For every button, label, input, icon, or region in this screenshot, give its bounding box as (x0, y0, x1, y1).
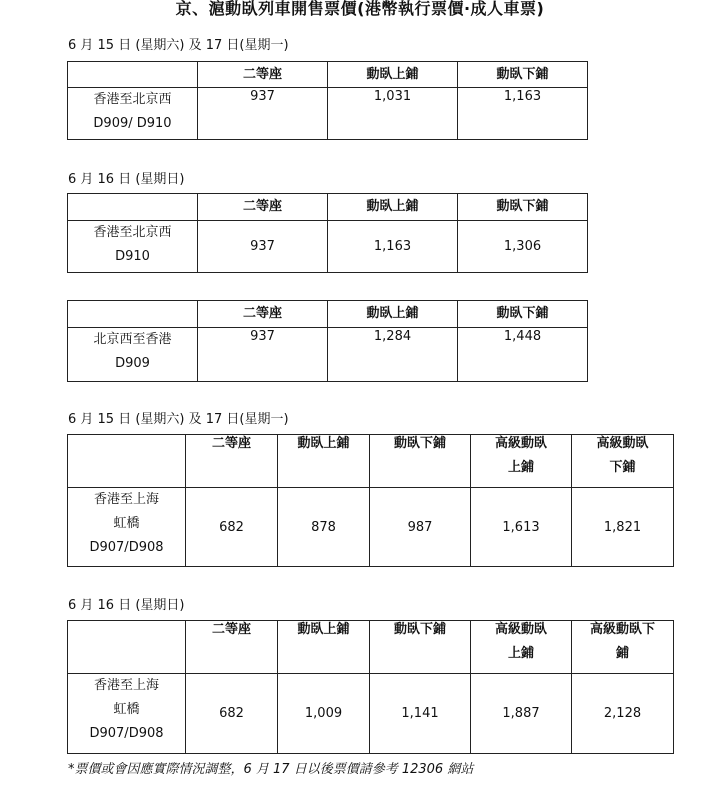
column-header: 動臥下鋪 (458, 194, 588, 221)
column-header: 二等座 (198, 62, 328, 88)
section-heading-1: 6 月 15 日 (星期六) 及 17 日(星期一) (68, 38, 289, 53)
page-title: 京、滬動臥列車開售票價(港幣執行票價·成人車票) (175, 0, 545, 18)
price-cell: 937 (198, 221, 328, 273)
route-name-line-2: 虹橋 (113, 702, 140, 717)
header-blank (68, 621, 186, 674)
train-number: D907/D908 (89, 726, 164, 741)
section-heading-4: 6 月 16 日 (星期日) (68, 598, 185, 613)
fare-table-4 (67, 434, 674, 567)
price-cell: 987 (370, 488, 471, 567)
route-name: 香港至上海 (93, 492, 159, 507)
header-blank (68, 435, 186, 488)
train-number: D910 (115, 249, 150, 264)
column-header: 動臥下鋪 (370, 621, 471, 674)
section-heading-3: 6 月 15 日 (星期六) 及 17 日(星期一) (68, 412, 289, 427)
price-cell: 1,163 (328, 221, 458, 273)
column-header: 動臥下鋪 (458, 301, 588, 328)
column-header: 高級動臥下 鋪 (572, 621, 674, 674)
fare-table-2 (67, 193, 588, 273)
column-header: 動臥上鋪 (328, 194, 458, 221)
column-header: 二等座 (198, 301, 328, 328)
route-name: 香港至北京西 (93, 92, 172, 107)
column-header: 高級動臥 上鋪 (471, 435, 572, 488)
column-header: 高級動臥 上鋪 (471, 621, 572, 674)
route-cell (68, 488, 186, 567)
section-heading-2: 6 月 16 日 (星期日) (68, 172, 185, 187)
header-blank (68, 194, 198, 221)
column-header: 高級動臥 下鋪 (572, 435, 674, 488)
table-row (68, 88, 588, 140)
route-cell (68, 674, 186, 754)
price-cell: 1,141 (370, 674, 471, 754)
column-header: 動臥上鋪 (278, 435, 370, 488)
footnote: *票價或會因應實際情況調整，6 月 17 日以後票價請參考 12306 網站 (68, 762, 474, 777)
route-cell (68, 88, 198, 140)
price-cell: 1,284 (328, 328, 458, 382)
price-cell: 1,887 (471, 674, 572, 754)
column-header: 動臥上鋪 (328, 301, 458, 328)
route-cell (68, 221, 198, 273)
route-name: 北京西至香港 (93, 332, 172, 347)
table-row (68, 328, 588, 382)
header-blank (68, 301, 198, 328)
route-name: 香港至北京西 (93, 225, 172, 240)
price-cell: 937 (198, 88, 328, 140)
column-header: 二等座 (186, 621, 278, 674)
price-cell: 1,448 (458, 328, 588, 382)
price-cell: 1,009 (278, 674, 370, 754)
fare-table-5 (67, 620, 674, 754)
fare-table-1 (67, 61, 588, 140)
train-number: D909 (115, 356, 150, 371)
table-row (68, 488, 674, 567)
price-cell: 1,306 (458, 221, 588, 273)
route-name-line-2: 虹橋 (113, 516, 140, 531)
column-header: 動臥下鋪 (370, 435, 471, 488)
price-cell: 682 (186, 488, 278, 567)
price-cell: 1,163 (458, 88, 588, 140)
price-cell: 682 (186, 674, 278, 754)
fare-table-3 (67, 300, 588, 382)
price-cell: 2,128 (572, 674, 674, 754)
table-row (68, 674, 674, 754)
price-cell: 1,031 (328, 88, 458, 140)
train-number: D907/D908 (89, 540, 164, 555)
column-header: 動臥下鋪 (458, 62, 588, 88)
price-cell: 937 (198, 328, 328, 382)
train-number: D909/ D910 (93, 116, 172, 131)
table-row (68, 221, 588, 273)
price-cell: 878 (278, 488, 370, 567)
column-header: 二等座 (186, 435, 278, 488)
column-header: 動臥上鋪 (328, 62, 458, 88)
price-cell: 1,821 (572, 488, 674, 567)
route-cell (68, 328, 198, 382)
route-name: 香港至上海 (93, 678, 159, 693)
column-header: 二等座 (198, 194, 328, 221)
column-header: 動臥上鋪 (278, 621, 370, 674)
header-blank (68, 62, 198, 88)
price-cell: 1,613 (471, 488, 572, 567)
